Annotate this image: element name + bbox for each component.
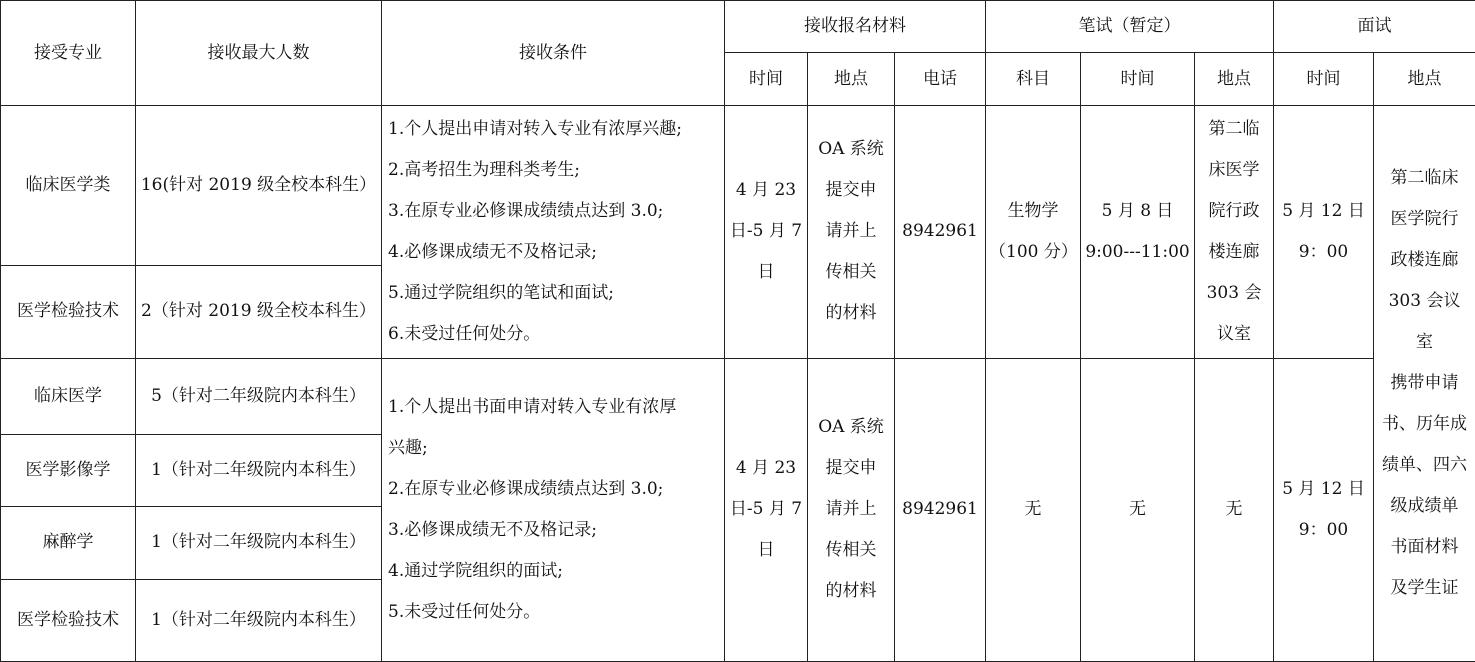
written-time: 无	[1081, 358, 1195, 661]
condition-line: 1.个人提出书面申请对转入专业有浓厚	[388, 396, 677, 417]
header-apply-phone: 电话	[895, 53, 986, 106]
conditions-cell	[382, 358, 725, 661]
table-row	[1, 358, 1475, 434]
header-apply-place: 地点	[808, 53, 895, 106]
max-count: 16(针对 2019 级全校本科生）	[136, 106, 382, 266]
major-name: 医学检验技术	[1, 579, 136, 661]
written-place: 无	[1195, 358, 1274, 661]
header-conditions: 接收条件	[382, 1, 725, 106]
major-name: 医学影像学	[1, 434, 136, 506]
interview-place: 第二临床 医学院行 政楼连廊 303 会议 室 携带申请 书、历年成 绩单、四六 级成绩单 书面材料 及学生证	[1374, 106, 1475, 662]
header-max-count: 接收最大人数	[136, 1, 382, 106]
major-name: 临床医学类	[1, 106, 136, 266]
max-count: 1（针对二年级院内本科生）	[136, 434, 382, 506]
header-interview-time: 时间	[1274, 53, 1374, 106]
condition-line: 1.个人提出申请对转入专业有浓厚兴趣;	[388, 118, 682, 139]
header-written-exam: 笔试（暂定）	[986, 1, 1274, 53]
header-row-1	[1, 1, 1475, 53]
apply-place: OA 系统 提交申 请并上 传相关 的材料	[808, 106, 895, 358]
max-count: 1（针对二年级院内本科生）	[136, 579, 382, 661]
condition-line: 3.必修课成绩无不及格记录;	[388, 519, 597, 540]
major-name: 麻醉学	[1, 506, 136, 579]
major-name: 医学检验技术	[1, 266, 136, 358]
header-interview: 面试	[1274, 1, 1475, 53]
apply-place: OA 系统 提交申 请并上 传相关 的材料	[808, 358, 895, 661]
interview-time: 5 月 12 日 9：00	[1274, 106, 1374, 358]
header-written-place: 地点	[1195, 53, 1274, 106]
condition-line: 3.在原专业必修课成绩绩点达到 3.0;	[388, 200, 664, 221]
condition-line: 兴趣;	[388, 437, 428, 458]
written-place: 第二临 床医学 院行政 楼连廊 303 会 议室	[1195, 106, 1274, 358]
condition-line: 2.在原专业必修课成绩绩点达到 3.0;	[388, 478, 664, 499]
header-written-subject: 科目	[986, 53, 1081, 106]
conditions-cell	[382, 106, 725, 358]
header-materials: 接收报名材料	[725, 1, 986, 53]
written-subject: 生物学 （100 分）	[986, 106, 1081, 358]
apply-time: 4 月 23 日-5 月 7 日	[725, 358, 808, 661]
condition-line: 6.未受过任何处分。	[388, 323, 541, 344]
max-count: 5（针对二年级院内本科生）	[136, 358, 382, 434]
table-row	[1, 106, 1475, 266]
header-major: 接受专业	[1, 1, 136, 106]
header-apply-time: 时间	[725, 53, 808, 106]
condition-line: 2.高考招生为理科类考生;	[388, 159, 580, 180]
condition-line: 4.必修课成绩无不及格记录;	[388, 241, 597, 262]
header-written-time: 时间	[1081, 53, 1195, 106]
condition-line: 4.通过学院组织的面试;	[388, 560, 563, 581]
apply-phone: 8942961	[895, 358, 986, 661]
written-subject: 无	[986, 358, 1081, 661]
max-count: 1（针对二年级院内本科生）	[136, 506, 382, 579]
condition-line: 5.通过学院组织的笔试和面试;	[388, 282, 614, 303]
condition-line: 5.未受过任何处分。	[388, 601, 541, 622]
apply-time: 4 月 23 日-5 月 7 日	[725, 106, 808, 358]
header-interview-place: 地点	[1374, 53, 1475, 106]
max-count: 2（针对 2019 级全校本科生）	[136, 266, 382, 358]
major-name: 临床医学	[1, 358, 136, 434]
written-time: 5 月 8 日 9:00---11:00	[1081, 106, 1195, 358]
interview-time: 5 月 12 日 9：00	[1274, 358, 1374, 661]
apply-phone: 8942961	[895, 106, 986, 358]
